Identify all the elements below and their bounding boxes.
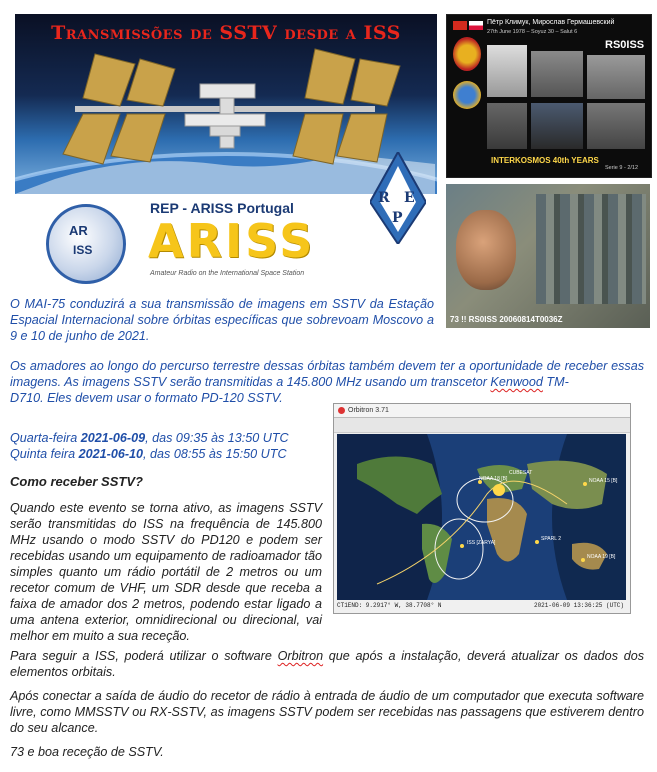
audio-paragraph: Após conectar a saída de áudio do recetor de rádio à entrada de áudio de um computador que executa software livre, como MMSSTV ou RX-SSTV, as imagens SSTV podem ser recebidas nas passagens que estiverem dentro do seu alcance. [10,689,644,735]
mission-patch-icon [453,81,481,109]
crew-photo [587,103,645,149]
schedule-hours: , das 09:35 às 13:50 UTC [145,431,289,445]
p2-model-a: TM- [542,375,569,389]
interkosmos-sstv-card [446,14,652,178]
card-date-line: 27th June 1978 – Soyuz 30 – Salut 6 [487,29,578,35]
orbitron-titlebar [334,404,630,418]
ariss-logo-block [30,190,440,290]
status-location: CT1END: 9.2917° W, 38.7708° N [337,602,442,609]
ariss-subtitle: REP - ARISS Portugal [150,200,294,216]
rep-letter: P [392,210,403,226]
sat-label: SPARL 2 [541,536,562,542]
sat-label: ISS [ZARYA] [467,540,496,546]
orbitron-app-icon [338,407,345,414]
card-callsign: RS0ISS [605,39,645,51]
world-map [337,434,626,600]
schedule-line-2 [10,446,287,462]
card-series: Serie 9 - 2/12 [605,165,639,171]
crew-photo [531,103,583,149]
soviet-flag-icon [453,21,467,30]
sat-label: NOAA 19 [B] [587,554,616,560]
schedule-hours: , das 08:55 às 15:50 UTC [143,447,287,461]
card-footer-title: INTERKOSMOS 40th YEARS [491,156,599,165]
status-time: 2021-06-09 13:36:25 (UTC) [533,602,624,609]
schedule-line-1 [10,430,289,446]
orbitron-statusbar [337,601,626,611]
section-heading: Como receber SSTV? [10,474,143,489]
crew-photo [487,103,527,149]
poland-flag-icon [469,21,483,30]
paragraph-kenwood [10,358,644,406]
crew-photo [487,45,527,97]
photo-equipment [536,194,646,304]
orbitron-window [333,403,631,614]
crew-photo [587,55,645,99]
rep-letter: E [404,190,415,206]
schedule-day: Quinta feira [10,447,79,461]
ariss-globe-icon [46,204,126,284]
banner-title: Transmissões de SSTV desde a ISS [51,22,401,44]
ariss-wordmark: ARISS [148,214,316,268]
cosmonaut-photo [446,184,650,328]
schedule-date: 2021-06-09 [80,431,146,445]
orbitron-title: Orbitron 3.71 [348,407,389,414]
schedule-date: 2021-06-10 [78,447,144,461]
schedule-day: Quarta-feira [10,431,81,445]
closing-line: 73 e boa receção de SSTV. [10,745,164,759]
photo-face [456,210,516,290]
p4-text: Para seguir a ISS, poderá utilizar o software [10,649,278,663]
reception-paragraph: Quando este evento se torna ativo, as imagens SSTV serão transmitidas do ISS na frequência de 145.800 MHz usando o modo SSTV do PD120 e podem ser recebidas usando um equipamento de radioamador tão simples quanto um rádio portátil de 2 metros ou um recetor comum de VHF, um SDR desde que receba a faixa de amador dos 2 metros, podendo estar ligado a uma antena exterior, omnidirecional ou direcional, vai melhor em muito a sua receção. [10,501,322,643]
badge-top-text: AR [69,223,88,238]
orbitron-paragraph [10,648,644,680]
intro-paragraph: O MAI-75 conduzirá a sua transmissão de imagens em SSTV da Estação Espacial Internacional sobre órbitas específicas que sobrevoam Moscovo a 9 e 10 de junho de 2021. [10,297,434,343]
crew-photo [531,51,583,97]
p2-model-b: D710. Eles devem usar o formato PD-120 SSTV. [10,391,283,405]
badge-bottom-text: ISS [73,243,93,257]
p4-text-end: que após a instalação, deverá atualizar os dados dos elementos orbitais. [10,649,644,679]
sat-label: NOAA 15 [B] [589,478,618,484]
sat-label: CUBESAT [509,470,533,476]
card-crew-names: Пётр Климук, Мирослав Гермашевский [487,19,615,26]
sat-label: NOAA 18 [B] [479,476,508,482]
orbitron-link[interactable]: Orbitron [277,649,324,663]
p2-text: Os amadores ao longo do percurso terrestre dessas órbitas também devem ter a oportunidade de receber essas imagens. As imagens SSTV serão transmitidas a 145.800 MHz usando um transcetor [10,359,644,389]
p2-brand: Kenwood [490,375,543,389]
photo-caption: 73 !! RS0ISS 20060814T0036Z [450,315,563,324]
rep-letter: R [378,190,390,206]
ariss-tagline: Amateur Radio on the International Space Station [150,270,305,277]
orbitron-toolbar [334,418,630,433]
world-map-graphic [337,434,626,600]
mission-patch-icon [453,37,481,71]
